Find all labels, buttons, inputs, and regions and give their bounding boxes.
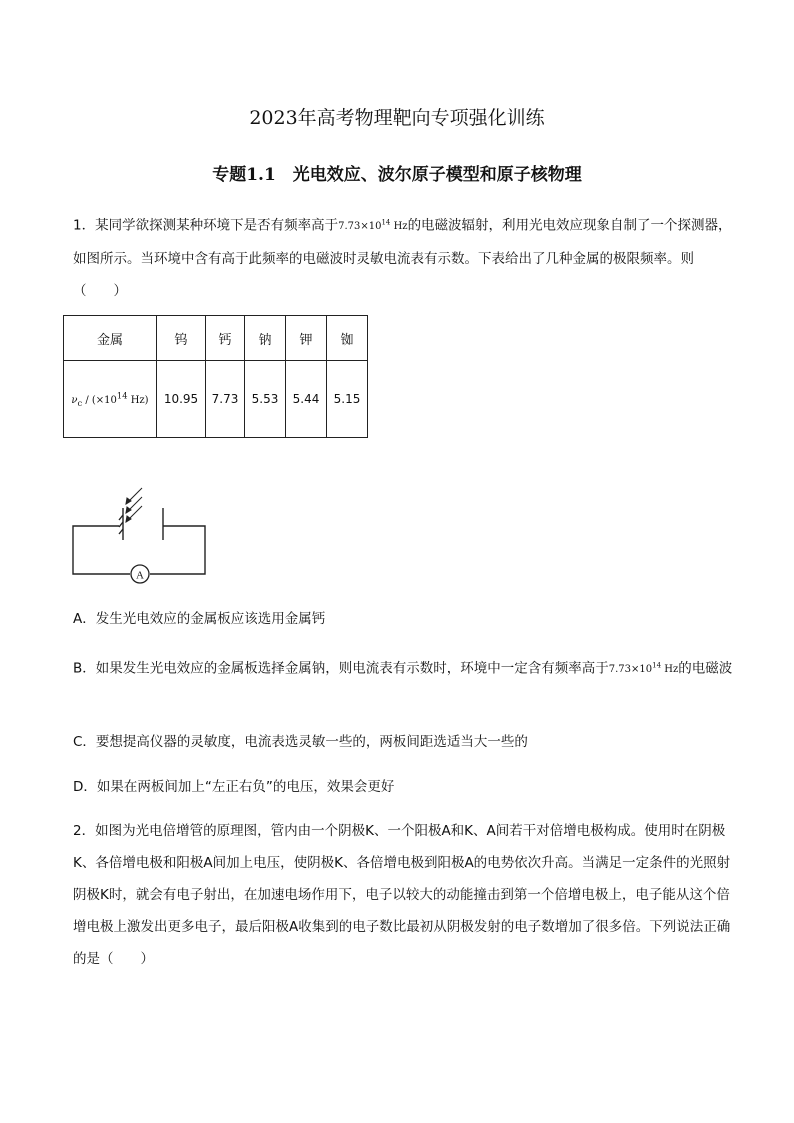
question-2-stem: 2．如图为光电倍增管的原理图，管内由一个阴极K、一个阳极A和K、A间若干对倍增电极构成。使用时在阴极K、各倍增电极和阳极A间加上电压，使阴极K、各倍增电极到阳极A的电势依次升高。当满足一定条件的光照射阴极K时，就会有电子射出，在加速电场作用下，电子以较大的动能撞击到第一个倍增电极上，电子能从这个倍增电极上激发出更多电子，最后阳极A收集到的电子数比最初从阴极发射的电子数增加了很多倍。下列说法正确的是（ ）: [73, 823, 731, 967]
option-d: D．如果在两板间加上“左正右负”的电压，效果会更好: [73, 779, 395, 795]
question-1-stem-end: 的电磁波辐射，利用光电效应现象自制了一个探测器，如图所示。当环境中含有高于此频率的电磁波时灵敏电流表有示数。下表给出了几种金属的极限频率。则（ ）: [73, 217, 732, 300]
ammeter-label: A: [136, 569, 144, 582]
table-header-row: [64, 316, 368, 361]
document-title: 2023年高考物理靶向专项强化训练: [249, 107, 545, 129]
table-header-label: 金属: [64, 316, 157, 361]
detector-circuit-diagram: [60, 480, 220, 590]
table-cell-value: 5.15: [327, 361, 368, 438]
table-value-row: [64, 361, 368, 438]
threshold-frequency-table: [63, 315, 368, 438]
right-wire: [150, 526, 205, 574]
table-cell-value: 10.95: [157, 361, 206, 438]
document-subtitle: 专题1.1 光电效应、波尔原子模型和原子核物理: [212, 165, 582, 185]
table-cell-metal: 钨: [157, 316, 206, 361]
option-a: A．发生光电效应的金属板应该选用金属钙: [73, 611, 326, 627]
table-cell-metal: 钾: [286, 316, 327, 361]
table-cell-metal: 铷: [327, 316, 368, 361]
frequency-value: $7.73\times 10^{14}$ Hz: [338, 219, 408, 233]
table-cell-value: 5.53: [245, 361, 286, 438]
left-wire: [73, 526, 130, 574]
incident-light-arrows: [126, 488, 142, 522]
table-row-label: $\nu_c / (\times 10^{14}$ Hz): [64, 361, 157, 438]
question-1-stem-start: 1．某同学欲探测某种环境下是否有频率高于: [73, 217, 339, 234]
option-b: B．如果发生光电效应的金属板选择金属钠，则电流表有示数时，环境中一定含有频率高于$7.73\times 10^{14}$ Hz的电磁波: [73, 660, 733, 677]
option-c: C．要想提高仪器的灵敏度，电流表选灵敏一些的，两板间距选适当大一些的: [73, 734, 528, 750]
frequency-value: $7.73\times 10^{14}$ Hz: [608, 662, 679, 676]
question-1-stem: [73, 207, 733, 307]
table-cell-value: 7.73: [206, 361, 245, 438]
table-cell-metal: 钠: [245, 316, 286, 361]
table-cell-metal: 钙: [206, 316, 245, 361]
table-cell-value: 5.44: [286, 361, 327, 438]
